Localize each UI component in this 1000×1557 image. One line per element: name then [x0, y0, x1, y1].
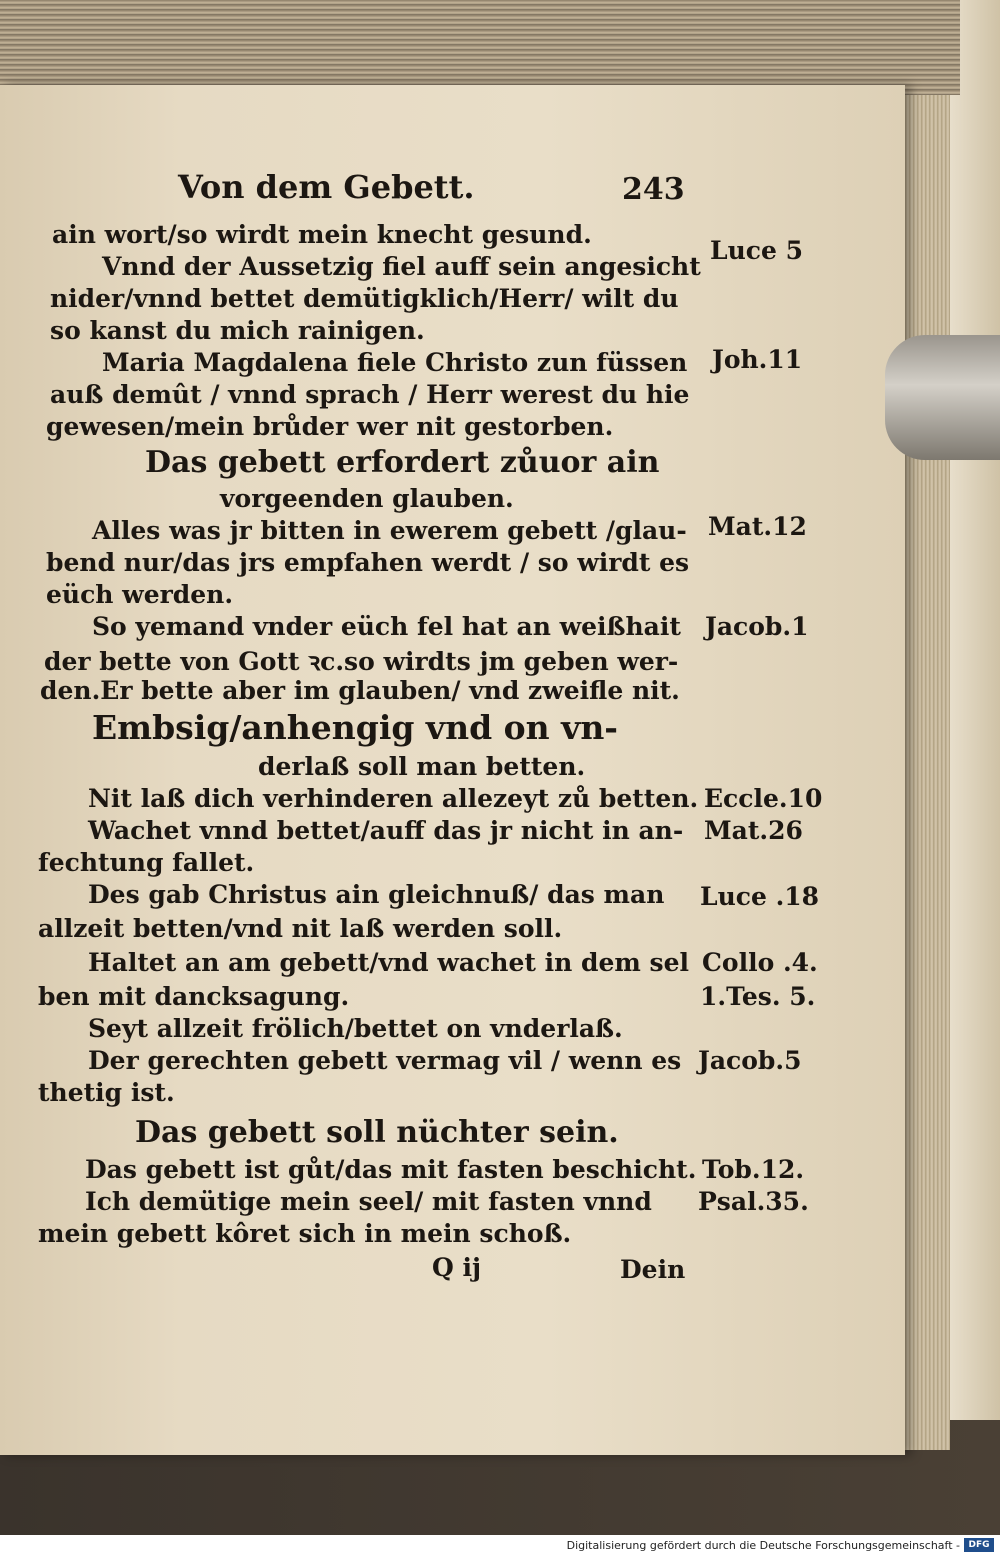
text-line: der bette von Gott ꝛc.so wirdts jm geben wer-: [44, 647, 679, 676]
text-line: Der gerechten gebett vermag vil / wenn es: [88, 1046, 682, 1075]
margin-note: 1.Tes. 5.: [700, 982, 816, 1011]
text-line: eüch werden.: [46, 580, 234, 609]
section-heading: Das gebett erfordert zůuor ain: [145, 445, 660, 480]
text-line: Vnnd der Aussetzig fiel auff sein angesicht: [102, 252, 701, 281]
text-line: Des gab Christus ain gleichnuß/ das man: [88, 880, 665, 909]
page-number: 243: [622, 172, 685, 207]
section-heading: Embsig/anhengig vnd on vn-: [92, 708, 619, 747]
text-line: Nit laß dich verhinderen allezeyt zů betten.: [88, 784, 699, 813]
book-clasp: [885, 335, 1000, 460]
margin-note: Joh.11: [712, 345, 803, 374]
text-line: allzeit betten/vnd nit laß werden soll.: [38, 914, 563, 943]
margin-note: Luce .18: [700, 882, 820, 911]
page-top-edge: [0, 0, 960, 95]
margin-note: Tob.12.: [702, 1155, 805, 1184]
text-line: fechtung fallet.: [38, 848, 255, 877]
text-line: so kanst du mich rainigen.: [50, 316, 425, 345]
text-line: nider/vnnd bettet demütigklich/Herr/ wilt du: [50, 284, 679, 313]
text-line: Alles was jr bitten in ewerem gebett /glau-: [92, 516, 687, 545]
text-line: Haltet an am gebett/vnd wachet in dem sel: [88, 948, 690, 977]
margin-note: Jacob.1: [705, 612, 809, 641]
margin-note: Psal.35.: [698, 1187, 809, 1216]
signature-mark: Q ij: [432, 1253, 482, 1282]
text-line: Seyt allzeit frölich/bettet on vnderlaß.: [88, 1014, 623, 1043]
dfg-logo: DFG: [964, 1538, 994, 1552]
text-line: bend nur/das jrs empfahen werdt / so wirdt es: [46, 548, 690, 577]
margin-note: Eccle.10: [704, 784, 823, 813]
margin-note: Mat.12: [708, 512, 807, 541]
text-line: gewesen/mein brůder wer nit gestorben.: [46, 412, 614, 441]
text-line: Das gebett ist gůt/das mit fasten beschicht.: [85, 1155, 697, 1184]
margin-note: Mat.26: [704, 816, 803, 845]
text-line: den.Er bette aber im glauben/ vnd zweifle nit.: [40, 676, 680, 705]
text-line: thetig ist.: [38, 1078, 175, 1107]
text-line: So yemand vnder eüch fel hat an weißhait: [92, 612, 681, 641]
text-line: ben mit dancksagung.: [38, 982, 350, 1011]
margin-note: Luce 5: [710, 236, 803, 265]
running-head-title: Von dem Gebett.: [178, 168, 475, 206]
section-heading-cont: derlaß soll man betten.: [258, 752, 586, 781]
text-line: ain wort/so wirdt mein knecht gesund.: [52, 220, 592, 249]
text-line: auß demût / vnnd sprach / Herr werest du hie: [50, 380, 690, 409]
text-line: mein gebett kôret sich in mein schoß.: [38, 1219, 572, 1248]
section-heading-cont: vorgeenden glauben.: [220, 484, 514, 513]
margin-note: Jacob.5: [698, 1046, 802, 1075]
catchword: Dein: [620, 1255, 686, 1284]
text-line: Wachet vnnd bettet/auff das jr nicht in an-: [88, 816, 684, 845]
section-heading: Das gebett soll nüchter sein.: [135, 1115, 619, 1150]
footer-credit: Digitalisierung gefördert durch die Deutsche Forschungsgemeinschaft -: [566, 1539, 960, 1552]
text-line: Ich demütige mein seel/ mit fasten vnnd: [85, 1187, 652, 1216]
margin-note: Collo .4.: [702, 948, 818, 977]
text-line: Maria Magdalena fiele Christo zun füssen: [102, 348, 688, 377]
